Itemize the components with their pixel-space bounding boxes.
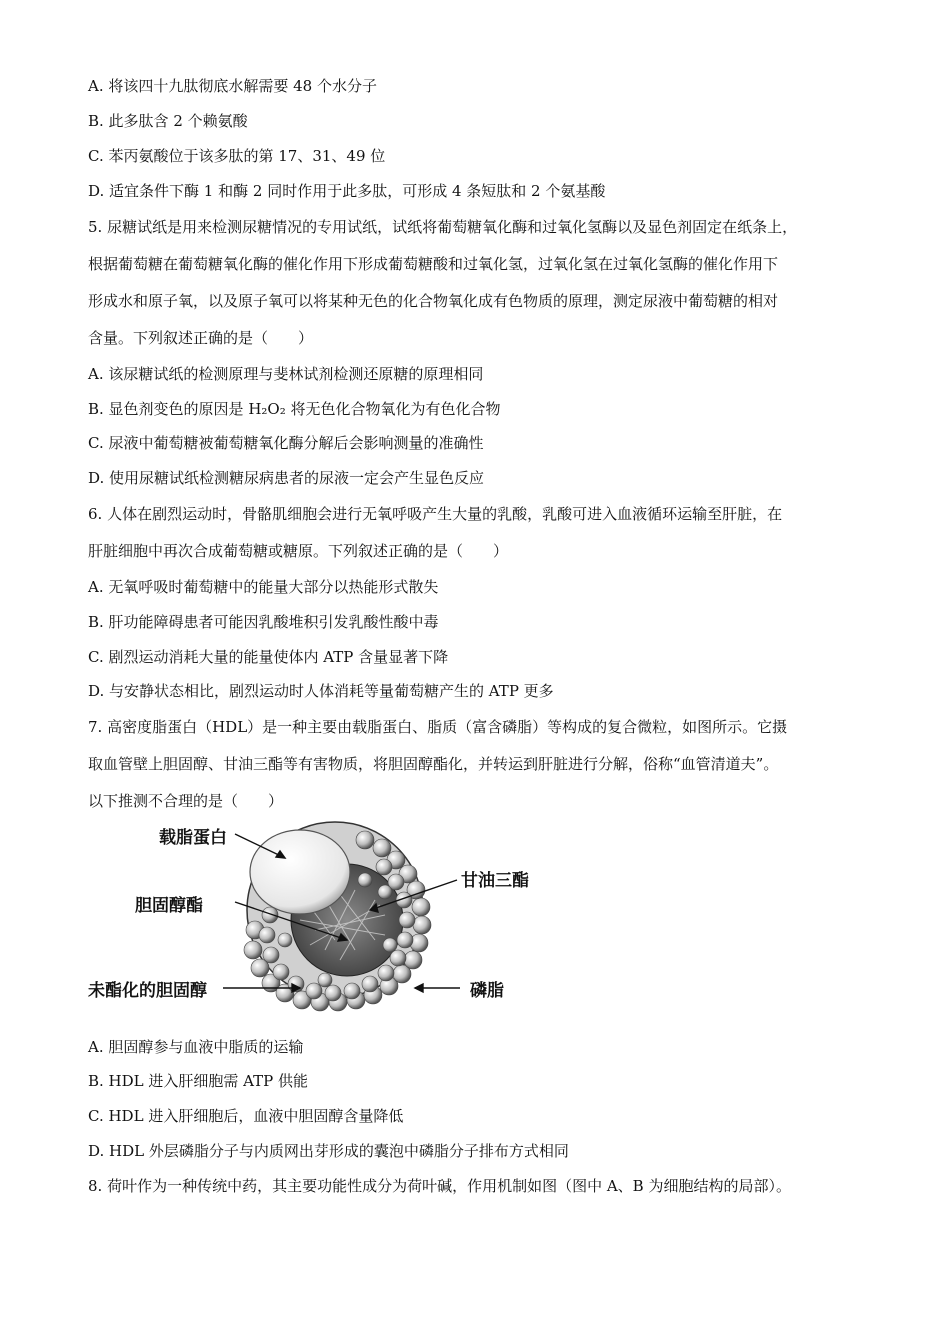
q7-stem-line2: 取血管壁上胆固醇、甘油三酯等有害物质，将胆固醇酯化，并转运到肝脏进行分解，俗称“血管清道夫”。 [88,755,779,773]
q5-stem-line1: 5. 尿糖试纸是用来检测尿糖情况的专用试纸，试纸将葡萄糖氧化酶和过氧化氢酶以及显色剂固定在纸条上， [88,218,798,236]
label-phospholipid: 磷脂 [470,981,504,1001]
q5-option-d: D. 使用尿糖试纸检测糖尿病患者的尿液一定会产生显色反应 [88,469,485,487]
label-free-cholesterol: 未酯化的胆固醇 [88,981,207,1001]
q4-option-d: D. 适宜条件下酶 1 和酶 2 同时作用于此多肽，可形成 4 条短肽和 2 个氨基酸 [88,182,606,200]
q6-stem-line2: 肝脏细胞中再次合成葡萄糖或糖原。下列叙述正确的是（ ） [88,542,509,560]
q7-option-c: C. HDL 进入肝细胞后，血液中胆固醇含量降低 [88,1107,404,1125]
label-apolipoprotein: 载脂蛋白 [159,828,227,848]
q7-option-b: B. HDL 进入肝细胞需 ATP 供能 [88,1072,309,1090]
q7-stem-line3: 以下推测不合理的是（ ） [88,792,284,810]
q5-stem-line2: 根据葡萄糖在葡萄糖氧化酶的催化作用下形成葡萄糖酸和过氧化氢，过氧化氢在过氧化氢酶的催化作用下 [88,255,779,273]
q7-option-d: D. HDL 外层磷脂分子与内质网出芽形成的囊泡中磷脂分子排布方式相同 [88,1142,569,1160]
q6-option-d: D. 与安静状态相比，剧烈运动时人体消耗等量葡萄糖产生的 ATP 更多 [88,682,554,700]
q7-stem-line1: 7. 高密度脂蛋白（HDL）是一种主要由载脂蛋白、脂质（富含磷脂）等构成的复合微粒，如图所示。它摄 [88,718,788,736]
label-triglyceride: 甘油三酯 [461,871,529,891]
q4-option-a: A. 将该四十九肽彻底水解需要 48 个水分子 [88,77,377,95]
q7-option-a: A. 胆固醇参与血液中脂质的运输 [88,1038,304,1056]
hdl-figure [85,820,555,1020]
q5-stem-line3: 形成水和原子氧，以及原子氧可以将某种无色的化合物氧化成有色物质的原理，测定尿液中葡萄糖的相对 [88,292,779,310]
q4-option-b: B. 此多肽含 2 个赖氨酸 [88,112,248,130]
label-cholesteryl-ester: 胆固醇酯 [135,896,203,916]
q5-option-c: C. 尿液中葡萄糖被葡萄糖氧化酶分解后会影响测量的准确性 [88,434,484,452]
q6-stem-line1: 6. 人体在剧烈运动时，骨骼肌细胞会进行无氧呼吸产生大量的乳酸，乳酸可进入血液循环运输至肝脏，在 [88,505,783,523]
q6-option-a: A. 无氧呼吸时葡萄糖中的能量大部分以热能形式散失 [88,578,439,596]
apolipoprotein-shape [250,830,350,914]
q6-option-b: B. 肝功能障碍患者可能因乳酸堆积引发乳酸性酸中毒 [88,613,439,631]
q8-stem-line1: 8. 荷叶作为一种传统中药，其主要功能性成分为荷叶碱，作用机制如图（图中 A、B 为细胞结构的局部）。 [88,1177,791,1195]
q4-option-c: C. 苯丙氨酸位于该多肽的第 17、31、49 位 [88,147,386,165]
q5-option-a: A. 该尿糖试纸的检测原理与斐林试剂检测还原糖的原理相同 [88,365,484,383]
q6-option-c: C. 剧烈运动消耗大量的能量使体内 ATP 含量显著下降 [88,648,449,666]
q5-stem-line4: 含量。下列叙述正确的是（ ） [88,329,314,347]
q5-option-b: B. 显色剂变色的原因是 H₂O₂ 将无色化合物氧化为有色化合物 [88,400,501,418]
